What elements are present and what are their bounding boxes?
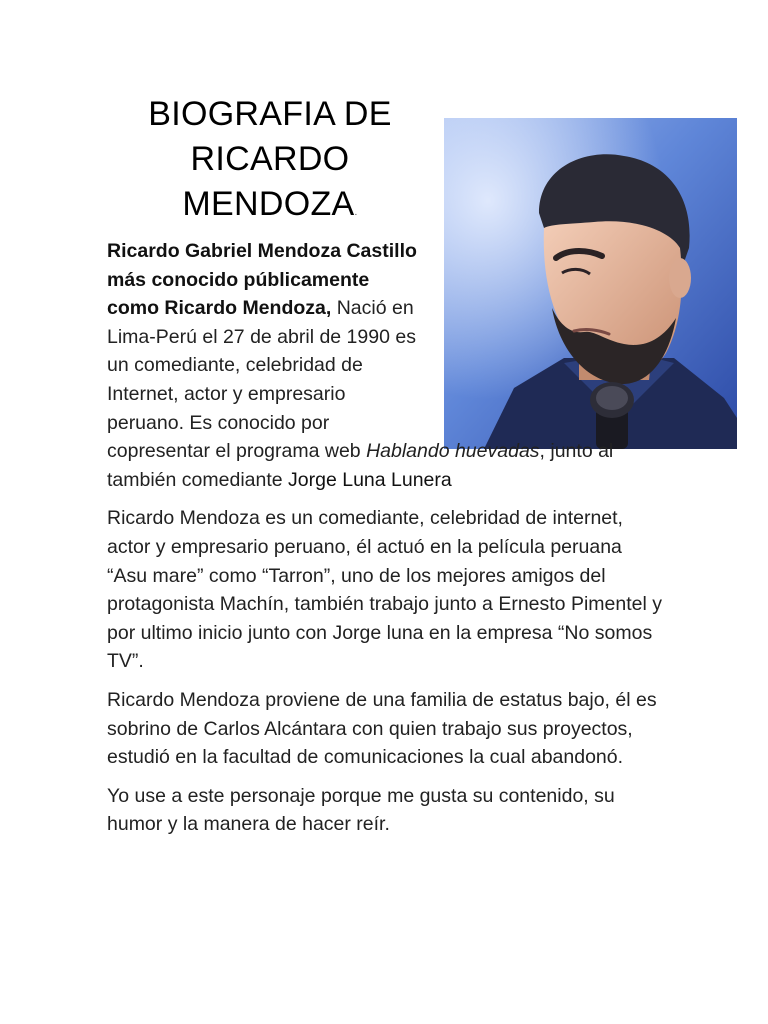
show-name-italic: Hablando huevadas xyxy=(366,440,540,463)
intro-text-c: , junto al también comediante xyxy=(107,440,614,491)
paragraph-4: Yo use a este personaje porque me gusta su contenido, su humor y la manera de hacer reír. xyxy=(107,784,615,836)
intro-text-b: copresentar el programa web xyxy=(107,440,367,463)
title-line-1: BIOGRAFIA DE xyxy=(148,95,392,133)
cohost-name: Jorge Luna Lunera xyxy=(288,468,452,491)
title-dot: . xyxy=(354,207,358,218)
title-line-3: MENDOZA xyxy=(182,185,355,223)
page-title xyxy=(110,92,430,235)
title-line-2: RICARDO xyxy=(190,140,350,178)
biography-text xyxy=(107,237,667,849)
paragraph-3: Ricardo Mendoza proviene de una familia de estatus bajo, él es sobrino de Carlos Alcántara con quien trabajo sus proyectos, estudió en la facultad de comunicaciones la cual abandonó. xyxy=(107,688,657,769)
intro-text-a: Nació en Lima-Perú el 27 de abril de 1990 es un comediante, celebridad de Internet, actor y empresario peruano. Es conocido por xyxy=(107,297,416,434)
intro-wrapped-block xyxy=(107,237,425,437)
paragraph-2: Ricardo Mendoza es un comediante, celebridad de internet, actor y empresario peruano, él actuó en la película peruana “Asu mare” como “Tarron”, uno de los mejores amigos del protagonista Machín, también trabajo junto a Ernesto Pimentel y por ultimo inicio junto con Jorge luna en la empresa “No somos TV”. xyxy=(107,507,662,673)
intro-paragraph xyxy=(107,237,667,494)
intro-bold-name: Ricardo Gabriel Mendoza Castillo más conocido públicamente como Ricardo Mendoza, xyxy=(107,240,417,320)
